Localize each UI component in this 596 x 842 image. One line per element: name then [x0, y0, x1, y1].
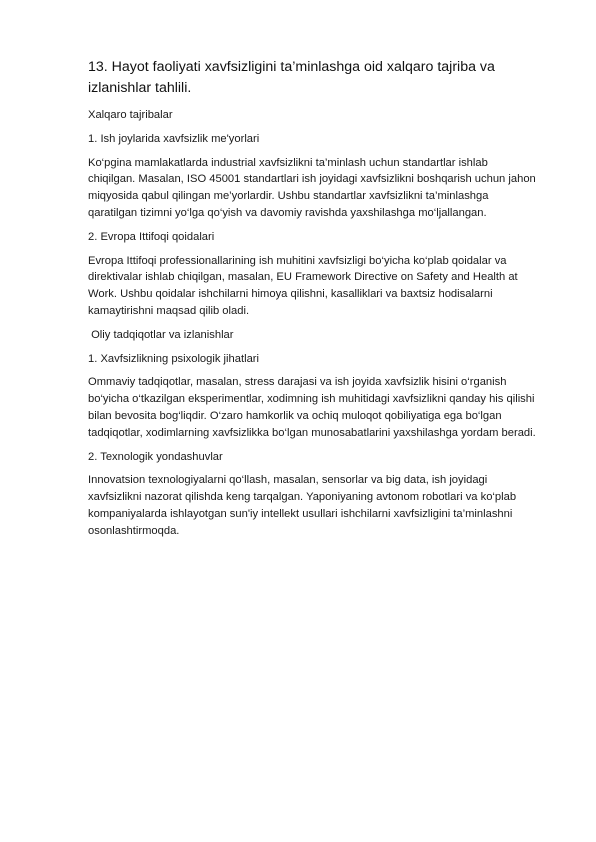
document-title: 13. Hayot faoliyati xavfsizligini ta’minlashga oid xalqaro tajriba va izlanishlar tahlili.: [88, 59, 495, 96]
document-page: [88, 57, 538, 547]
paragraph-technological-approaches: Innovatsion texnologiyalarni qo‘llash, masalan, sensorlar va big data, ish joyidagi xavfsizlikni nazorat qilishda keng tarqalgan. Yaponiyaning avtonom robotlari va ko‘plab kompaniyalarda ishlayotgan sun'iy intellekt usullari ishchilarni xavfsizligini ta’minlashni osonlashtirmoqda.: [88, 474, 517, 537]
subsection-heading-psychological-aspects: 1. Xavfsizlikning psixologik jihatlari: [88, 352, 259, 365]
subsection-heading-eu-rules: 2. Evropa Ittifoqi qoidalari: [88, 230, 215, 243]
paragraph-psychological-aspects: Ommaviy tadqiqotlar, masalan, stress darajasi va ish joyida xavfsizlik hisini o‘rganish bo‘yicha o‘tkazilgan eksperimentlar, xodimning ish muhitidagi xavfsizlikni qanday his qilishi bilan bevosita bog‘liqdir. O‘zaro hamkorlik va ochiq muloqot qobiliyatiga ega bo‘lgan tadqiqotlar, xodimlarning xavfsizlikka bo‘lgan munosabatlarini yaxshilashga yordam beradi.: [88, 376, 536, 439]
section-heading-international-experience: Xalqaro tajribalar: [88, 109, 173, 121]
subsection-heading-workplace-safety: 1. Ish joylarida xavfsizlik me'yorlari: [88, 132, 260, 145]
paragraph-workplace-safety: Ko‘pgina mamlakatlarda industrial xavfsizlikni ta’minlash uchun standartlar ishlab chiqilgan. Masalan, ISO 45001 standartlari ish joyidagi xavfsizlikni boshqarish uchun jahon miqyosida qabul qilingan me’yorlardir. Ushbu standartlar xavfsizlikni ta’minlashga qaratilgan tizimni yo‘lga qo‘yish va davomiy ravishda yaxshilashga mo‘ljallangan.: [88, 156, 536, 219]
paragraph-eu-rules: Evropa Ittifoqi professionallarining ish muhitini xavfsizligi bo‘yicha ko‘plab qoidalar va direktivalar ishlab chiqilgan, masalan, EU Framework Directive on Safety and Health at Work. Ushbu qoidalar ishchilarni himoya qilishni, kasalliklari va baxtsiz hodisalarni kamaytirishni maqsad qilib oladi.: [88, 254, 518, 317]
subsection-heading-technological-approaches: 2. Texnologik yondashuvlar: [88, 450, 223, 463]
section-heading-research: Oliy tadqiqotlar va izlanishlar: [88, 328, 234, 341]
